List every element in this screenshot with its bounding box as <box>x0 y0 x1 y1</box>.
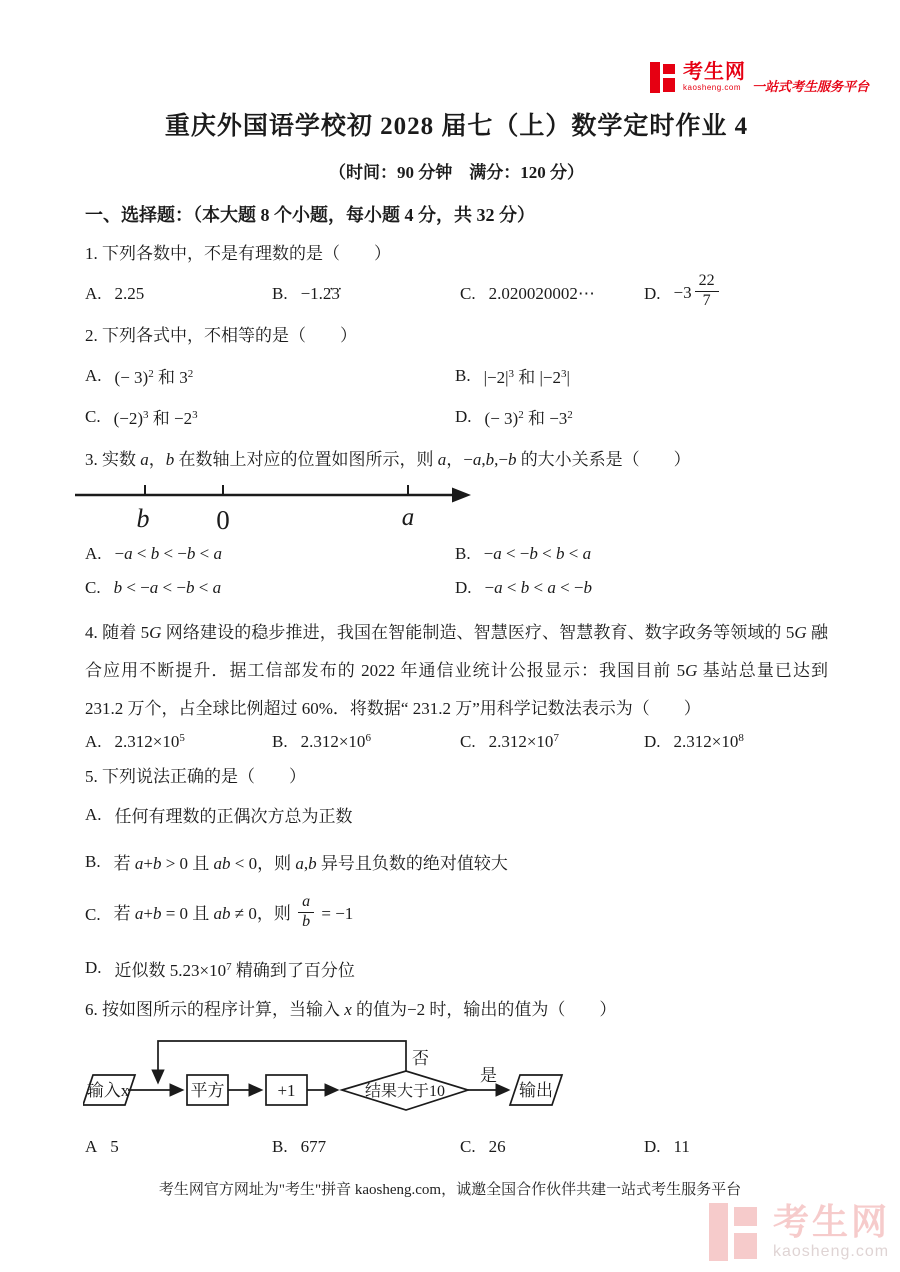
exam-meta: （时间：90 分钟 满分：120 分） <box>329 163 584 182</box>
kaosheng-logo-icon <box>650 62 677 93</box>
option-b <box>455 544 828 564</box>
option-label: A. <box>85 804 102 824</box>
flow-output-label: 输出 <box>519 1081 553 1101</box>
option-d <box>644 272 828 313</box>
option-c <box>85 578 455 598</box>
question-stem: 1. 下列各数中，不是有理数的是（ ） <box>85 244 391 263</box>
option-value: $2.312\times 10^7$ <box>488 731 559 751</box>
option-value: 任何有理数的正偶次方总为正数 <box>114 807 353 827</box>
options-grid <box>85 544 828 598</box>
option-b <box>272 284 460 304</box>
option-d <box>644 732 828 752</box>
option-label: C. <box>85 577 101 597</box>
option-label: B. <box>272 731 288 751</box>
question-5 <box>85 764 828 981</box>
option-label: D. <box>455 577 472 597</box>
option-value: −1.2̇3̇ <box>300 284 340 304</box>
question-stem: 5. 下列说法正确的是（ ） <box>85 766 306 786</box>
option-label: B. <box>85 851 101 871</box>
question-stem: 4. 随着 5G 网络建设的稳步推进，我国在智能制造、智慧医疗、智慧教育、数字政务等领域的 5G 融合应用不断提升．据工信部发布的 2022 年通信业统计公报显示：我国目前 5G 基站总量已达到 231.2 万个，占全球比例超过 60%．将数据“ 231.2 万”用科学记数法表示为（ ） <box>85 622 829 718</box>
question-3 <box>85 447 828 597</box>
option-label: D. <box>644 731 661 751</box>
flowchart-figure <box>83 1033 663 1129</box>
kaosheng-watermark-icon <box>709 1203 761 1261</box>
option-d <box>455 578 828 598</box>
option-value: $2.312\times 10^6$ <box>300 731 371 751</box>
option-b <box>85 849 828 874</box>
option-value: −3 $\frac{22}{7}$ <box>674 275 722 313</box>
question-stem: 3. 实数 a，b 在数轴上对应的位置如图所示，则 a，−a,b,−b 的大小关系是（ ） <box>85 450 691 470</box>
exam-content <box>0 106 900 1157</box>
option-value: 2.020020002⋯ <box>488 284 595 304</box>
option-label: B. <box>455 365 471 385</box>
option-label: B. <box>272 1137 288 1157</box>
option-label: A. <box>85 543 102 563</box>
option-value: 5 <box>110 1137 119 1157</box>
option-a <box>85 1137 272 1157</box>
option-b <box>272 1137 460 1157</box>
option-label: D. <box>455 406 472 426</box>
options-grid <box>85 363 828 429</box>
brand-name: 考生网 <box>683 61 746 83</box>
options-row <box>85 732 828 752</box>
option-value: (− 3)$^2$ 和 $3^2$ <box>114 368 194 388</box>
label-a: a <box>401 503 415 531</box>
section-heading: 一、选择题：（本大题 8 个小题，每小题 4 分，共 32 分） <box>85 205 535 225</box>
option-value: −a < b < −b < a <box>114 543 222 563</box>
watermark-domain: kaosheng.com <box>772 1243 890 1260</box>
option-value: 若 a+b > 0 且 ab < 0，则 a,b 异号且负数的绝对值较大 <box>113 854 508 874</box>
question-stem: 6. 按如图所示的程序计算，当输入 x 的值为−2 时，输出的值为（ ） <box>85 999 617 1019</box>
question-stem: 2. 下列各式中，不相等的是（ ） <box>85 326 357 346</box>
option-label: A. <box>85 284 102 304</box>
flow-square-label: 平方 <box>190 1081 225 1101</box>
option-value: 近似数 $5.23\times 10^7$ 精确到了百分位 <box>114 960 355 980</box>
watermark-name: 考生网 <box>772 1201 890 1242</box>
options-row <box>85 1137 828 1157</box>
option-c <box>460 284 644 304</box>
option-a <box>85 284 272 304</box>
no-label: 否 <box>412 1049 429 1069</box>
kaosheng-watermark <box>709 1203 890 1261</box>
flow-decision-label: 结果大于10 <box>364 1083 446 1101</box>
page-title: 重庆外国语学校初 2028 届七（上）数学定时作业 4 <box>164 113 749 140</box>
option-label: D. <box>644 284 661 304</box>
option-value: −a < b < a < −b <box>484 577 592 597</box>
label-b: b <box>136 503 150 533</box>
option-c <box>85 404 455 429</box>
option-value: 2.25 <box>114 284 145 304</box>
option-a <box>85 544 455 564</box>
brand-domain: kaosheng.com <box>683 83 742 92</box>
option-b <box>272 732 460 752</box>
label-zero: 0 <box>216 504 230 534</box>
kaosheng-logo <box>650 62 869 95</box>
footer-note: 考生网官方网址为"考生"拼音 kaosheng.com，诚邀全国合作伙伴共建一站式考生服务平台 <box>158 1182 742 1198</box>
option-label: B. <box>272 284 288 304</box>
option-c <box>460 1137 644 1157</box>
option-label: B. <box>455 543 471 563</box>
option-d <box>644 1137 828 1157</box>
option-label: C. <box>460 731 476 751</box>
option-value: 11 <box>673 1137 690 1157</box>
options-list <box>85 802 828 981</box>
question-2 <box>85 323 828 429</box>
option-d <box>455 404 828 429</box>
option-label: D. <box>644 1137 661 1157</box>
option-value: $2.312\times 10^8$ <box>673 731 744 751</box>
flow-input-label: 输入x <box>86 1081 130 1101</box>
option-c <box>85 893 828 934</box>
option-value: 若 a+b = 0 且 ab ≠ 0，则 $\frac{a}{b}$ = −1 <box>113 893 354 930</box>
option-label: C. <box>85 406 101 426</box>
question-4 <box>85 614 828 752</box>
option-value: b < −a < −b < a <box>113 577 222 597</box>
options-row <box>85 272 828 313</box>
option-label: C. <box>460 1137 476 1157</box>
option-label: D. <box>85 958 102 978</box>
option-c <box>460 732 644 752</box>
option-value: (− 3)$^2$ 和 $-3^2$ <box>484 409 573 429</box>
question-6 <box>85 997 828 1157</box>
option-a <box>85 802 828 827</box>
option-value: 677 <box>300 1137 327 1157</box>
option-label: A. <box>85 365 102 385</box>
flow-plus-one-label: +1 <box>277 1081 296 1101</box>
option-value: $2.312\times 10^5$ <box>114 731 185 751</box>
axis-arrowhead <box>452 487 471 502</box>
option-label: C. <box>85 905 101 925</box>
question-1 <box>85 241 828 313</box>
option-a <box>85 363 455 388</box>
option-label: A <box>85 1137 98 1157</box>
yes-label: 是 <box>480 1066 497 1086</box>
option-label: A. <box>85 731 102 751</box>
number-line-figure <box>73 482 473 534</box>
option-value: 26 <box>488 1137 506 1157</box>
option-b <box>455 363 828 388</box>
option-d <box>85 956 828 981</box>
option-label: C. <box>460 284 476 304</box>
option-a <box>85 732 272 752</box>
option-value: $|-2|^3$ 和 $|-2^3|$ <box>483 368 570 388</box>
brand-tagline: 一站式考生服务平台 <box>752 79 870 94</box>
option-value: $(-2)^3$ 和 $-2^3$ <box>113 409 198 429</box>
option-value: −a < −b < b < a <box>483 543 592 563</box>
